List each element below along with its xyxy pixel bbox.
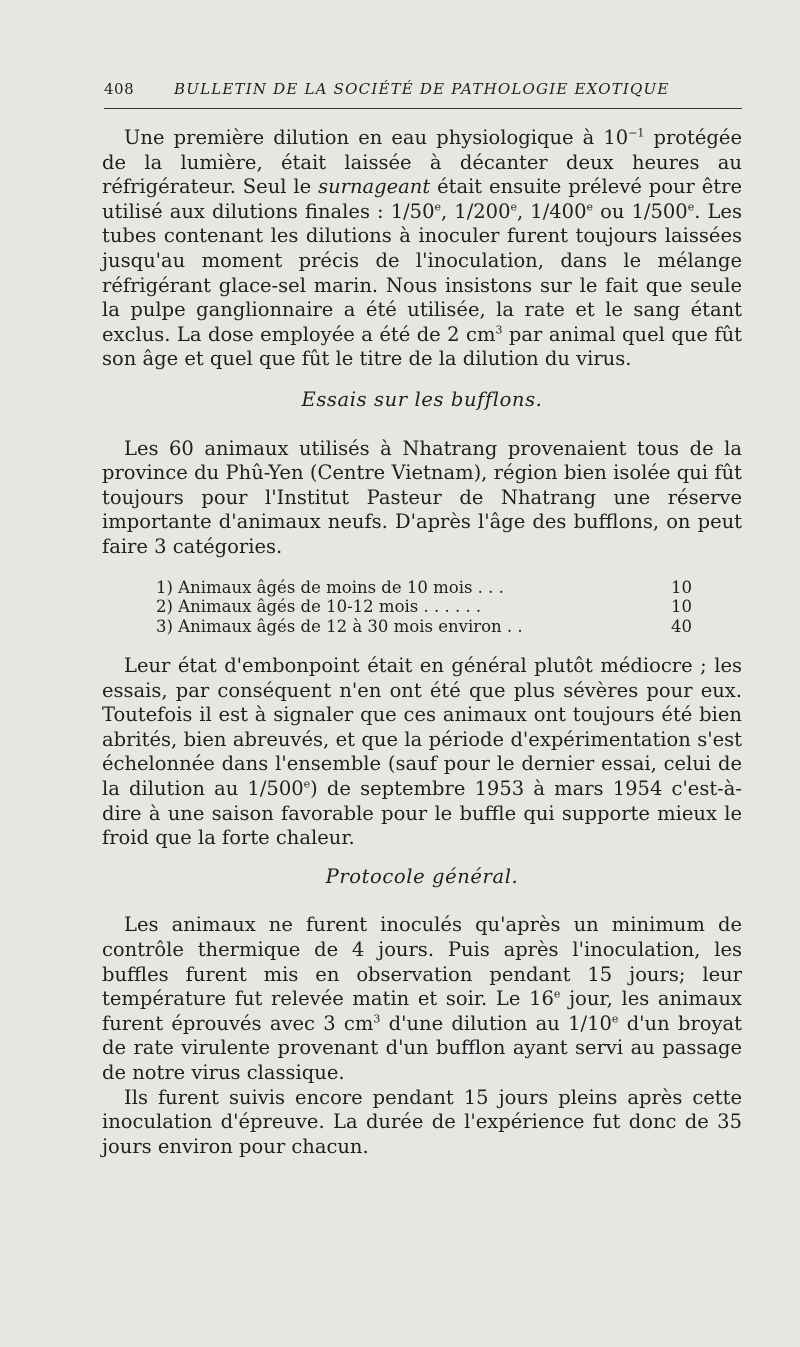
paragraph-condition: Leur état d'embonpoint était en général plutôt médiocre ; les essais, par conséquent n'en ont été que plus sévères pour eux. Toutefois il est à signaler que ces animaux ont toujours été bien abrités, bien abreuvés, et que la période d'expérimentation s'est échelonnée dans l'ensemble (sauf pour le dernier essai, celui de la dilution au 1/500e) de septembre 1953 à mars 1954 c'est-à-dire à une saison favorable pour le buffle qui supporte mieux le froid que la forte chaleur. [102,654,742,850]
header-rule [104,108,742,109]
list-item: 1) Animaux âgés de moins de 10 mois . . . 10 [156,577,692,597]
paragraph-animals: Les 60 animaux utilisés à Nhatrang provenaient tous de la province du Phû-Yen (Centre Vietnam), région bien isolée qui fût toujours pour l'Institut Pasteur de Nhatrang une réserve importante d'animaux neufs. D'après l'âge des bufflons, on peut faire 3 catégories. [102,436,742,558]
list-item: 3) Animaux âgés de 12 à 30 mois environ . . 40 [156,616,692,636]
page-number: 408 [104,80,135,98]
paragraph-duration: Ils furent suivis encore pendant 15 jours pleins après cette inoculation d'épreuve. La durée de l'expérience fut donc de 35 jours environ pour chacun. [102,1085,742,1158]
running-header [104,80,744,106]
paragraph-protocol: Les animaux ne furent inoculés qu'après un minimum de contrôle thermique de 4 jours. Puis après l'inoculation, les buffles furent mis en observation pendant 15 jours; leur température fut relevée matin et soir. Le 16e jour, les animaux furent éprouvés avec 3 $cm^3$ d'une dilution au 1/10e d'un broyat de rate virulente provenant d'un bufflon ayant servi au passage de notre virus classique. [102,913,742,1084]
journal-title: BULLETIN DE LA SOCIÉTÉ DE PATHOLOGIE EXOTIQUE [174,80,670,98]
paragraph-dilution-method: Une première dilution en eau physiologique à $10^{-1}$ protégée de la lumière, était laissée à décanter deux heures au réfrigérateur. Seul le surnageant était ensuite prélevé pour être utilisé aux dilutions finales : 1/50e, 1/200e, 1/400e ou 1/500e. Les tubes contenant les dilutions à inoculer furent toujours laissées jusqu'au moment précis de l'inoculation, dans le mélange réfrigérant glace-sel marin. Nous insistons sur le fait que seule la pulpe ganglionnaire a été utilisée, la rate et le sang étant exclus. La dose employée a été de 2 $cm^3$ par animal quel que fût son âge et quel que fût le titre de la dilution du virus. [102,126,742,371]
list-item: 2) Animaux âgés de 10-12 mois . . . . . . 10 [156,597,692,616]
category-list [156,578,742,637]
section-heading-essais: Essais sur les bufflons. [301,387,543,411]
body-text [102,126,742,1159]
section-heading-protocole: Protocole général. [325,864,519,888]
